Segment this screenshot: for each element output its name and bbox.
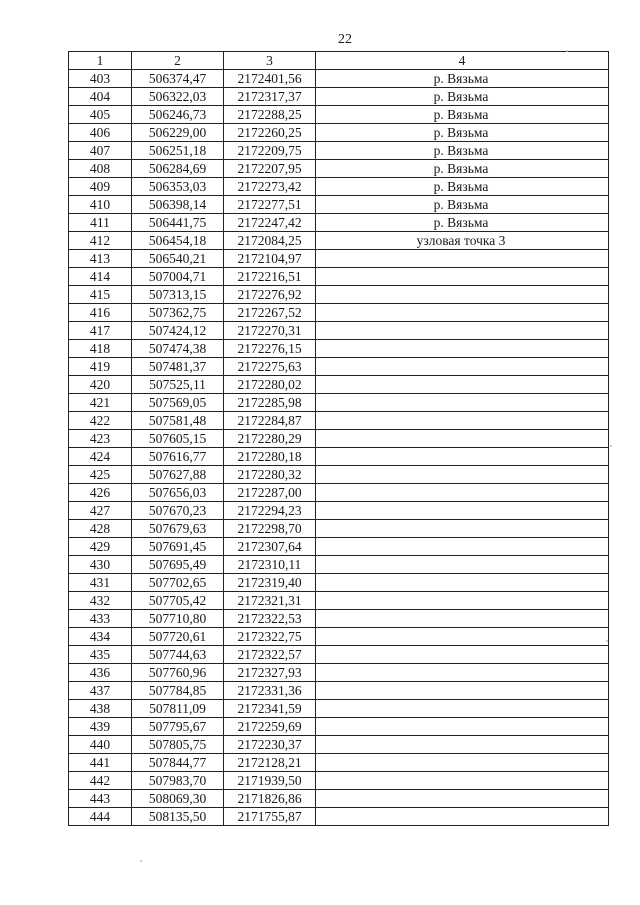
- description-cell: [316, 700, 609, 718]
- x-coordinate-cell: 507313,15: [132, 286, 224, 304]
- x-coordinate-cell: 507844,77: [132, 754, 224, 772]
- table-row: [69, 466, 609, 484]
- description-cell: [316, 340, 609, 358]
- y-coordinate-cell: 2172273,42: [224, 178, 316, 196]
- description-cell: [316, 736, 609, 754]
- description-text: р. Вязьма: [433, 215, 489, 230]
- description-cell: [316, 646, 609, 664]
- description-cell: [316, 484, 609, 502]
- scan-speck: [566, 50, 568, 52]
- point-number-cell: 427: [69, 502, 132, 520]
- table-row: [69, 574, 609, 592]
- x-coordinate-cell: 507481,37: [132, 358, 224, 376]
- description-cell: [316, 394, 609, 412]
- table-body: [69, 70, 609, 826]
- x-coordinate-cell: 507004,71: [132, 268, 224, 286]
- point-number-cell: 422: [69, 412, 132, 430]
- column-header: 1: [69, 52, 132, 70]
- table-row: [69, 214, 609, 232]
- x-coordinate-cell: 507362,75: [132, 304, 224, 322]
- y-coordinate-cell: 2172275,63: [224, 358, 316, 376]
- table-row: [69, 178, 609, 196]
- x-coordinate-cell: 507720,61: [132, 628, 224, 646]
- x-coordinate-cell: 507670,23: [132, 502, 224, 520]
- description-cell: [316, 808, 609, 826]
- x-coordinate-cell: 508069,30: [132, 790, 224, 808]
- description-text: р. Вязьма: [433, 71, 489, 86]
- point-number-cell: 410: [69, 196, 132, 214]
- point-number-cell: 437: [69, 682, 132, 700]
- y-coordinate-cell: 2172230,37: [224, 736, 316, 754]
- description-cell: [316, 268, 609, 286]
- table-row: [69, 268, 609, 286]
- x-coordinate-cell: 507474,38: [132, 340, 224, 358]
- table-row: [69, 448, 609, 466]
- x-coordinate-cell: 507695,49: [132, 556, 224, 574]
- description-cell: [316, 376, 609, 394]
- y-coordinate-cell: 2172267,52: [224, 304, 316, 322]
- description-cell: [316, 682, 609, 700]
- description-cell: [316, 520, 609, 538]
- table-row: [69, 106, 609, 124]
- table-header-row: [69, 52, 609, 70]
- point-number-cell: 409: [69, 178, 132, 196]
- point-number-cell: 429: [69, 538, 132, 556]
- y-coordinate-cell: 2172247,42: [224, 214, 316, 232]
- table-row: [69, 250, 609, 268]
- point-number-cell: 440: [69, 736, 132, 754]
- description-cell: [316, 664, 609, 682]
- table-row: [69, 394, 609, 412]
- description-text: р. Вязьма: [433, 161, 489, 176]
- y-coordinate-cell: 2172128,21: [224, 754, 316, 772]
- description-cell: [316, 178, 609, 196]
- description-cell: [316, 322, 609, 340]
- x-coordinate-cell: 506353,03: [132, 178, 224, 196]
- x-coordinate-cell: 507627,88: [132, 466, 224, 484]
- description-cell: [316, 286, 609, 304]
- point-number-cell: 428: [69, 520, 132, 538]
- table-row: [69, 736, 609, 754]
- point-number-cell: 415: [69, 286, 132, 304]
- point-number-cell: 424: [69, 448, 132, 466]
- table-row: [69, 556, 609, 574]
- table-row: [69, 772, 609, 790]
- point-number-cell: 416: [69, 304, 132, 322]
- x-coordinate-cell: 506441,75: [132, 214, 224, 232]
- y-coordinate-cell: 2172319,40: [224, 574, 316, 592]
- y-coordinate-cell: 2172104,97: [224, 250, 316, 268]
- table-row: [69, 412, 609, 430]
- x-coordinate-cell: 507679,63: [132, 520, 224, 538]
- table-row: [69, 286, 609, 304]
- table-row: [69, 808, 609, 826]
- y-coordinate-cell: 2172322,57: [224, 646, 316, 664]
- y-coordinate-cell: 2172280,29: [224, 430, 316, 448]
- table-row: [69, 142, 609, 160]
- description-cell: [316, 574, 609, 592]
- description-cell: [316, 502, 609, 520]
- point-number-cell: 404: [69, 88, 132, 106]
- point-number-cell: 423: [69, 430, 132, 448]
- description-cell: [316, 124, 609, 142]
- point-number-cell: 432: [69, 592, 132, 610]
- x-coordinate-cell: 507795,67: [132, 718, 224, 736]
- description-cell: [316, 88, 609, 106]
- table-row: [69, 88, 609, 106]
- x-coordinate-cell: 507811,09: [132, 700, 224, 718]
- table-row: [69, 664, 609, 682]
- y-coordinate-cell: 2172321,31: [224, 592, 316, 610]
- description-cell: [316, 106, 609, 124]
- x-coordinate-cell: 506284,69: [132, 160, 224, 178]
- x-coordinate-cell: 506251,18: [132, 142, 224, 160]
- x-coordinate-cell: 508135,50: [132, 808, 224, 826]
- point-number-cell: 406: [69, 124, 132, 142]
- description-cell: [316, 430, 609, 448]
- description-cell: [316, 772, 609, 790]
- point-number-cell: 425: [69, 466, 132, 484]
- table-row: [69, 538, 609, 556]
- y-coordinate-cell: 2172307,64: [224, 538, 316, 556]
- y-coordinate-cell: 2172288,25: [224, 106, 316, 124]
- x-coordinate-cell: 507569,05: [132, 394, 224, 412]
- description-cell: [316, 556, 609, 574]
- y-coordinate-cell: 2172327,93: [224, 664, 316, 682]
- y-coordinate-cell: 2172084,25: [224, 232, 316, 250]
- y-coordinate-cell: 2172298,70: [224, 520, 316, 538]
- point-number-cell: 411: [69, 214, 132, 232]
- description-cell: [316, 70, 609, 88]
- point-number-cell: 439: [69, 718, 132, 736]
- column-header: 4: [316, 52, 609, 70]
- x-coordinate-cell: 507691,45: [132, 538, 224, 556]
- y-coordinate-cell: 2172280,18: [224, 448, 316, 466]
- page-number: 22: [338, 32, 352, 47]
- description-cell: [316, 358, 609, 376]
- y-coordinate-cell: 2171939,50: [224, 772, 316, 790]
- description-cell: [316, 592, 609, 610]
- x-coordinate-cell: 507702,65: [132, 574, 224, 592]
- y-coordinate-cell: 2172322,75: [224, 628, 316, 646]
- point-number-cell: 430: [69, 556, 132, 574]
- description-cell: [316, 718, 609, 736]
- coordinates-table: [68, 51, 609, 826]
- y-coordinate-cell: 2172287,00: [224, 484, 316, 502]
- point-number-cell: 418: [69, 340, 132, 358]
- point-number-cell: 431: [69, 574, 132, 592]
- y-coordinate-cell: 2172276,92: [224, 286, 316, 304]
- point-number-cell: 444: [69, 808, 132, 826]
- x-coordinate-cell: 507805,75: [132, 736, 224, 754]
- description-cell: [316, 610, 609, 628]
- description-cell: [316, 214, 609, 232]
- x-coordinate-cell: 506540,21: [132, 250, 224, 268]
- x-coordinate-cell: 506454,18: [132, 232, 224, 250]
- point-number-cell: 412: [69, 232, 132, 250]
- description-cell: [316, 142, 609, 160]
- y-coordinate-cell: 2172277,51: [224, 196, 316, 214]
- x-coordinate-cell: 506374,47: [132, 70, 224, 88]
- x-coordinate-cell: 507616,77: [132, 448, 224, 466]
- description-cell: [316, 412, 609, 430]
- point-number-cell: 443: [69, 790, 132, 808]
- description-text: р. Вязьма: [433, 143, 489, 158]
- y-coordinate-cell: 2172209,75: [224, 142, 316, 160]
- x-coordinate-cell: 507656,03: [132, 484, 224, 502]
- table-row: [69, 790, 609, 808]
- x-coordinate-cell: 506246,73: [132, 106, 224, 124]
- table-row: [69, 430, 609, 448]
- table-row: [69, 304, 609, 322]
- scan-speck: [610, 445, 612, 447]
- x-coordinate-cell: 507744,63: [132, 646, 224, 664]
- y-coordinate-cell: 2172294,23: [224, 502, 316, 520]
- table-row: [69, 196, 609, 214]
- y-coordinate-cell: 2172284,87: [224, 412, 316, 430]
- x-coordinate-cell: 507784,85: [132, 682, 224, 700]
- description-cell: [316, 754, 609, 772]
- x-coordinate-cell: 506398,14: [132, 196, 224, 214]
- table-row: [69, 376, 609, 394]
- y-coordinate-cell: 2172276,15: [224, 340, 316, 358]
- table-row: [69, 502, 609, 520]
- point-number-cell: 426: [69, 484, 132, 502]
- table-row: [69, 610, 609, 628]
- table-row: [69, 340, 609, 358]
- y-coordinate-cell: 2172280,32: [224, 466, 316, 484]
- description-cell: [316, 196, 609, 214]
- table-row: [69, 358, 609, 376]
- y-coordinate-cell: 2171755,87: [224, 808, 316, 826]
- point-number-cell: 405: [69, 106, 132, 124]
- description-text: р. Вязьма: [433, 125, 489, 140]
- x-coordinate-cell: 507605,15: [132, 430, 224, 448]
- point-number-cell: 433: [69, 610, 132, 628]
- table-row: [69, 700, 609, 718]
- point-number-cell: 403: [69, 70, 132, 88]
- y-coordinate-cell: 2172331,36: [224, 682, 316, 700]
- y-coordinate-cell: 2172322,53: [224, 610, 316, 628]
- description-text: р. Вязьма: [433, 107, 489, 122]
- scan-speck: [606, 640, 608, 642]
- y-coordinate-cell: 2172310,11: [224, 556, 316, 574]
- description-cell: [316, 232, 609, 250]
- y-coordinate-cell: 2172285,98: [224, 394, 316, 412]
- description-text: р. Вязьма: [433, 179, 489, 194]
- table-row: [69, 232, 609, 250]
- table-row: [69, 70, 609, 88]
- column-header: 2: [132, 52, 224, 70]
- x-coordinate-cell: 506322,03: [132, 88, 224, 106]
- description-cell: [316, 538, 609, 556]
- x-coordinate-cell: 507983,70: [132, 772, 224, 790]
- x-coordinate-cell: 507760,96: [132, 664, 224, 682]
- table-row: [69, 682, 609, 700]
- description-cell: [316, 250, 609, 268]
- description-text: р. Вязьма: [433, 89, 489, 104]
- y-coordinate-cell: 2172259,69: [224, 718, 316, 736]
- column-header: 3: [224, 52, 316, 70]
- table-row: [69, 628, 609, 646]
- table-row: [69, 484, 609, 502]
- description-cell: [316, 466, 609, 484]
- point-number-cell: 442: [69, 772, 132, 790]
- description-cell: [316, 160, 609, 178]
- y-coordinate-cell: 2172216,51: [224, 268, 316, 286]
- table-row: [69, 646, 609, 664]
- description-text: р. Вязьма: [433, 197, 489, 212]
- x-coordinate-cell: 507581,48: [132, 412, 224, 430]
- scan-speck: [140, 860, 142, 862]
- description-cell: [316, 790, 609, 808]
- y-coordinate-cell: 2172280,02: [224, 376, 316, 394]
- table-row: [69, 592, 609, 610]
- x-coordinate-cell: 506229,00: [132, 124, 224, 142]
- x-coordinate-cell: 507525,11: [132, 376, 224, 394]
- point-number-cell: 434: [69, 628, 132, 646]
- point-number-cell: 419: [69, 358, 132, 376]
- point-number-cell: 414: [69, 268, 132, 286]
- point-number-cell: 407: [69, 142, 132, 160]
- point-number-cell: 421: [69, 394, 132, 412]
- table-row: [69, 160, 609, 178]
- y-coordinate-cell: 2172341,59: [224, 700, 316, 718]
- y-coordinate-cell: 2172260,25: [224, 124, 316, 142]
- table-row: [69, 124, 609, 142]
- table-row: [69, 520, 609, 538]
- point-number-cell: 435: [69, 646, 132, 664]
- point-number-cell: 441: [69, 754, 132, 772]
- y-coordinate-cell: 2172270,31: [224, 322, 316, 340]
- y-coordinate-cell: 2171826,86: [224, 790, 316, 808]
- point-number-cell: 408: [69, 160, 132, 178]
- y-coordinate-cell: 2172207,95: [224, 160, 316, 178]
- point-number-cell: 436: [69, 664, 132, 682]
- point-number-cell: 417: [69, 322, 132, 340]
- table-row: [69, 322, 609, 340]
- point-number-cell: 420: [69, 376, 132, 394]
- point-number-cell: 438: [69, 700, 132, 718]
- description-cell: [316, 448, 609, 466]
- x-coordinate-cell: 507710,80: [132, 610, 224, 628]
- table-row: [69, 718, 609, 736]
- description-cell: [316, 628, 609, 646]
- table-row: [69, 754, 609, 772]
- description-cell: [316, 304, 609, 322]
- y-coordinate-cell: 2172317,37: [224, 88, 316, 106]
- point-number-cell: 413: [69, 250, 132, 268]
- x-coordinate-cell: 507424,12: [132, 322, 224, 340]
- y-coordinate-cell: 2172401,56: [224, 70, 316, 88]
- x-coordinate-cell: 507705,42: [132, 592, 224, 610]
- description-text: узловая точка 3: [416, 233, 506, 248]
